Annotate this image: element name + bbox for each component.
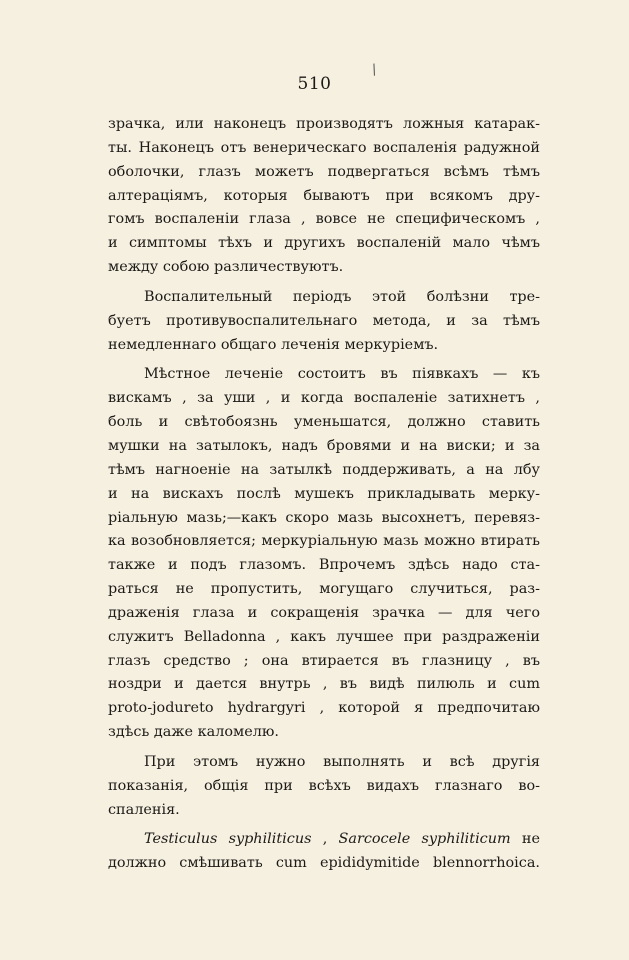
text-line: здѣсь даже каломелю. bbox=[108, 724, 279, 741]
text-line bbox=[108, 828, 540, 852]
text-line: боль и свѣтобоязнь уменьшатся, должно ставить bbox=[108, 414, 540, 431]
text-line: мушки на затылокъ, надъ бровями и на виски; и за bbox=[108, 437, 540, 454]
text-line: вискамъ , за уши , и когда воспаленіе затихнетъ , bbox=[108, 390, 540, 407]
text-line: показанія, общія при всѣхъ видахъ глазнаго во- bbox=[108, 777, 540, 794]
text-line: гомъ воспаленіи глаза , вовсе не специфическомъ , bbox=[108, 211, 540, 228]
text-line: алтераціямъ, которыя бываютъ при всякомъ дру- bbox=[108, 187, 540, 204]
text-line: При этомъ нужно выполнять и всѣ другія bbox=[144, 753, 540, 770]
text-line: proto-jodureto hydrargyri , которой я предпочитаю bbox=[108, 700, 540, 717]
text-line: зрачка, или наконецъ производятъ ложныя катарак- bbox=[108, 116, 540, 132]
text-line: драженія глаза и сокращенія зрачка — для чего bbox=[108, 604, 540, 621]
text-line: должно смѣшивать cum epididymitide blennorrhoica. bbox=[108, 855, 540, 872]
text-line: ка возобновляется; меркуріальную мазь можно втирать bbox=[108, 533, 540, 550]
page-number: 510 bbox=[297, 74, 332, 94]
text-line: Воспалительный періодъ этой болѣзни тре- bbox=[144, 288, 540, 305]
text-line: раться не пропустить, могущаго случиться, раз- bbox=[108, 581, 540, 598]
text-line: также и подъ глазомъ. Впрочемъ здѣсь надо ста- bbox=[108, 557, 540, 574]
text-line: оболочки, глазъ можетъ подвергаться всѣмъ тѣмъ bbox=[108, 163, 540, 180]
text-line: спаленія. bbox=[108, 801, 180, 818]
text-line: глазъ средство ; она втирается въ глазницу , въ bbox=[108, 652, 540, 669]
text-line: тѣмъ нагноеніе на затылкѣ поддерживать, а на лбу bbox=[108, 461, 540, 478]
text-line: буетъ противувоспалительнаго метода, и за тѣмъ bbox=[108, 312, 540, 329]
italic-term: Sarcocele syphiliticum bbox=[338, 831, 511, 848]
separator: , bbox=[311, 831, 339, 848]
text-line: ноздри и дается внутрь , въ видѣ пилюль и cum bbox=[108, 676, 540, 693]
text-line: служитъ Belladonna , какъ лучшее при раздраженіи bbox=[108, 628, 540, 645]
body-text bbox=[108, 113, 540, 876]
text-line: Мѣстное леченіе состоитъ въ піявкахъ — къ bbox=[144, 366, 540, 383]
text-line: ты. Наконецъ отъ венерическаго воспаленія радужной bbox=[108, 139, 540, 156]
text-line: и на вискахъ послѣ мушекъ прикладывать мерку- bbox=[108, 485, 540, 502]
text-line: немедленнаго общаго леченія меркуріемъ. bbox=[108, 336, 439, 353]
text-fragment: не bbox=[510, 831, 540, 848]
text-line: и симптомы тѣхъ и другихъ воспаленій мало чѣмъ bbox=[108, 235, 540, 252]
text-line: ріальную мазь;—какъ скоро мазь высохнетъ, перевяз- bbox=[108, 509, 540, 526]
text-line: между собою различествуютъ. bbox=[108, 259, 344, 276]
pencil-mark: / bbox=[369, 61, 380, 79]
italic-term: Testiculus syphiliticus bbox=[144, 831, 312, 848]
